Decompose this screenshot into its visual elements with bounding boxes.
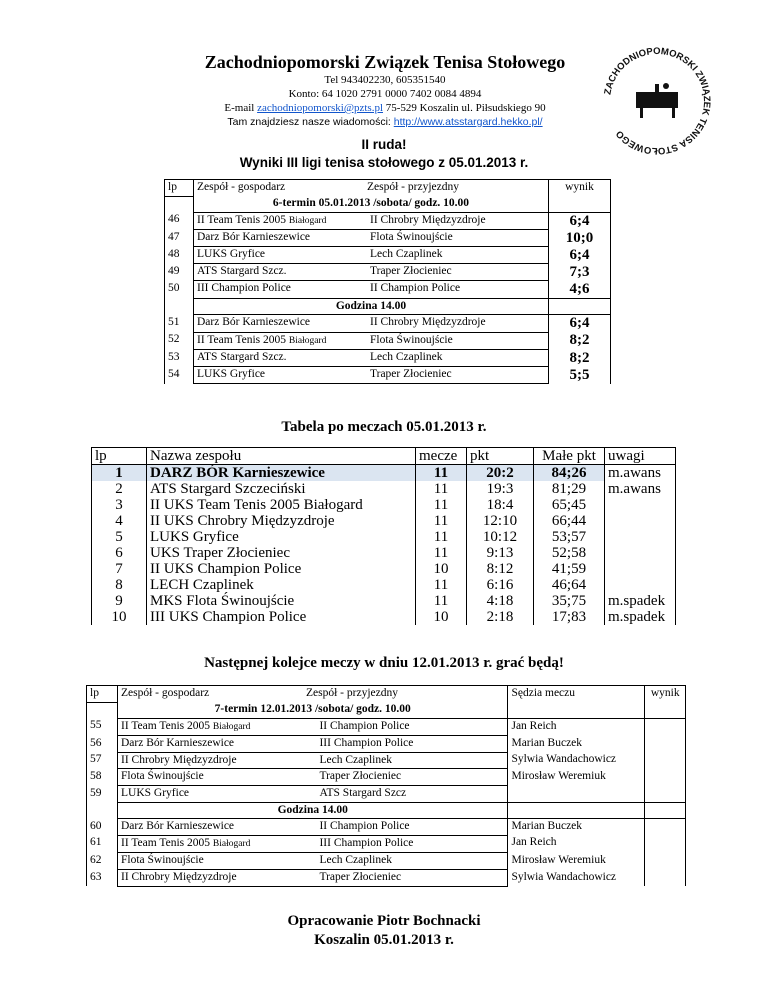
standings-row	[92, 545, 676, 561]
small-points: 66;44	[534, 513, 605, 529]
home-team-name: III Champion Police	[197, 282, 291, 294]
result-row	[165, 247, 611, 264]
notes	[605, 545, 676, 561]
home-team-name: II Team Tenis 2005	[197, 333, 286, 346]
notes: m.spadek	[605, 609, 676, 625]
home-team	[194, 350, 368, 367]
match-number: 61	[87, 835, 118, 853]
notes	[605, 529, 676, 545]
away-team: II Chrobry Międzyzdroje	[367, 212, 549, 230]
match-number: 55	[87, 718, 118, 736]
home-team-name: Darz Bór Karnieszewice	[197, 231, 311, 243]
referee: Marian Buczek	[508, 736, 645, 753]
home-team	[118, 718, 317, 736]
team-name: UKS Traper Złocieniec	[147, 545, 416, 561]
result-row	[165, 332, 611, 350]
home-team-name: Flota Świnoujście	[121, 854, 204, 867]
fixture-row	[87, 752, 686, 769]
match-number: 56	[87, 736, 118, 753]
home-team-name: II Team Tenis 2005	[121, 836, 210, 849]
away-team: III Champion Police	[316, 835, 508, 853]
fixture-result	[645, 819, 686, 836]
team-name: III UKS Champion Police	[147, 609, 416, 625]
home-team	[118, 736, 317, 753]
home-team-name: LUKS Gryfice	[121, 787, 190, 800]
match-number: 62	[87, 853, 118, 870]
small-points: 17;83	[534, 609, 605, 625]
standings-row	[92, 593, 676, 609]
session-title: 6-termin 05.01.2013 /sobota/ godz. 10.00	[194, 196, 549, 212]
org-contact	[150, 73, 620, 129]
result-row	[165, 315, 611, 333]
home-team	[118, 752, 317, 769]
home-team	[194, 281, 368, 299]
header-lp: lp	[92, 448, 147, 465]
notes: m.awans	[605, 465, 676, 482]
footer-author: Opracowanie Piotr Bochnacki	[287, 913, 481, 929]
matches-played: 11	[416, 481, 467, 497]
match-number: 46	[165, 212, 194, 230]
home-team-name: LUKS Gryfice	[197, 368, 266, 380]
match-result: 4;6	[549, 281, 611, 299]
match-result: 6;4	[549, 212, 611, 230]
fixture-result	[645, 835, 686, 853]
standings-row	[92, 529, 676, 545]
referee: Marian Buczek	[508, 819, 645, 836]
match-number: 49	[165, 264, 194, 281]
header-points: pkt	[467, 448, 534, 465]
results-header-row	[165, 180, 611, 197]
session-title: Godzina 14.00	[118, 802, 508, 819]
away-team: Traper Złocieniec	[316, 870, 508, 887]
header-lp: lp	[165, 180, 194, 197]
header-result: wynik	[645, 686, 686, 719]
match-number: 60	[87, 819, 118, 836]
matches-played: 11	[416, 545, 467, 561]
points: 2:18	[467, 609, 534, 625]
fixture-row	[87, 819, 686, 836]
referee: Jan Reich	[508, 718, 645, 736]
result-row	[165, 264, 611, 281]
table-leg-icon	[672, 108, 675, 118]
fixture-result	[645, 752, 686, 769]
matches-played: 10	[416, 561, 467, 577]
away-team: Lech Czaplinek	[316, 853, 508, 870]
position: 8	[92, 577, 147, 593]
team-name: ATS Stargard Szczeciński	[147, 481, 416, 497]
home-team	[194, 212, 368, 230]
fixture-result	[645, 870, 686, 887]
position: 4	[92, 513, 147, 529]
small-points: 53;57	[534, 529, 605, 545]
fixture-row	[87, 786, 686, 803]
match-number: 54	[165, 367, 194, 384]
standings-row	[92, 561, 676, 577]
org-address: 75-529 Koszalin ul. Piłsudskiego 90	[385, 102, 546, 114]
team-name: II UKS Champion Police	[147, 561, 416, 577]
next-table	[86, 685, 686, 887]
fixture-row	[87, 870, 686, 887]
matches-played: 10	[416, 609, 467, 625]
fixture-result	[645, 718, 686, 736]
email-label: E-mail	[224, 102, 255, 114]
matches-played: 11	[416, 577, 467, 593]
points: 10:12	[467, 529, 534, 545]
away-team: Lech Czaplinek	[367, 350, 549, 367]
away-team: II Champion Police	[367, 281, 549, 299]
home-team-name: II Chrobry Międzyzdroje	[121, 753, 237, 766]
match-result: 5;5	[549, 367, 611, 384]
referee: Mirosław Weremiuk	[508, 853, 645, 870]
away-team: II Champion Police	[316, 718, 508, 736]
matches-played: 11	[416, 593, 467, 609]
fixture-row	[87, 736, 686, 753]
result-row	[165, 350, 611, 367]
small-points: 81;29	[534, 481, 605, 497]
home-team	[118, 769, 317, 786]
home-team	[118, 870, 317, 887]
matches-played: 11	[416, 513, 467, 529]
match-result: 8;2	[549, 350, 611, 367]
small-points: 84;26	[534, 465, 605, 482]
team-name: MKS Flota Świnoujście	[147, 593, 416, 609]
points: 18:4	[467, 497, 534, 513]
matches-played: 11	[416, 465, 467, 482]
home-team-name: Darz Bór Karnieszewice	[121, 820, 235, 833]
fixture-row	[87, 835, 686, 853]
away-team: Lech Czaplinek	[316, 752, 508, 769]
home-team-name: II Team Tenis 2005	[121, 719, 210, 732]
standings-header-row	[92, 448, 676, 465]
position: 7	[92, 561, 147, 577]
header-small-points: Małe pkt	[534, 448, 605, 465]
table-leg-icon	[640, 108, 643, 118]
header-away: Zespół - przyjezdny	[367, 181, 459, 193]
away-team: II Champion Police	[316, 819, 508, 836]
away-team: Traper Złocieniec	[367, 264, 549, 281]
team-name: II UKS Chrobry Międzyzdroje	[147, 513, 416, 529]
team-name: DARZ BÓR Karnieszewice	[147, 465, 416, 482]
small-points: 41;59	[534, 561, 605, 577]
fixture-result	[645, 786, 686, 803]
notes	[605, 561, 676, 577]
referee: Sylwia Wandachowicz	[508, 870, 645, 887]
away-team: Flota Świnoujście	[367, 230, 549, 247]
home-team	[118, 853, 317, 870]
header-matches: mecze	[416, 448, 467, 465]
home-team-name: II Chrobry Międzyzdroje	[121, 871, 237, 884]
match-number: 63	[87, 870, 118, 887]
result-row	[165, 212, 611, 230]
position: 2	[92, 481, 147, 497]
home-team	[194, 315, 368, 333]
away-team: Lech Czaplinek	[367, 247, 549, 264]
position: 5	[92, 529, 147, 545]
result-row	[165, 230, 611, 247]
points: 12:10	[467, 513, 534, 529]
home-team	[194, 247, 368, 264]
position: 6	[92, 545, 147, 561]
notes	[605, 513, 676, 529]
standings-row	[92, 481, 676, 497]
position: 3	[92, 497, 147, 513]
position: 9	[92, 593, 147, 609]
result-row	[165, 367, 611, 384]
fixture-result	[645, 736, 686, 753]
small-points: 35;75	[534, 593, 605, 609]
results-table	[164, 179, 611, 384]
match-result: 8;2	[549, 332, 611, 350]
team-name: II UKS Team Tenis 2005 Białogard	[147, 497, 416, 513]
standings-title: Tabela po meczach 05.01.2013 r.	[281, 419, 487, 435]
referee	[508, 786, 645, 803]
points: 8:12	[467, 561, 534, 577]
home-team	[118, 786, 317, 803]
standings-row	[92, 577, 676, 593]
standings-table	[91, 447, 676, 625]
home-team	[118, 819, 317, 836]
match-result: 6;4	[549, 247, 611, 264]
home-team-city: Białogard	[288, 215, 327, 226]
match-number: 47	[165, 230, 194, 247]
stamp-text: ZACHODNIOPOMORSKI ZWIĄZEK TENISA STOŁOWEGO	[602, 45, 713, 157]
match-number: 51	[165, 315, 194, 333]
fixture-result	[645, 853, 686, 870]
header-home: Zespół - gospodarz	[197, 181, 286, 193]
header-home: Zespół - gospodarz	[121, 687, 210, 699]
position: 1	[92, 465, 147, 482]
away-team: III Champion Police	[316, 736, 508, 753]
more-info-text: Tam znajdziesz nasze wiadomości:	[227, 116, 391, 128]
org-phone: Tel 943402230, 605351540	[324, 74, 446, 86]
header-away: Zespół - przyjezdny	[306, 687, 398, 699]
points: 9:13	[467, 545, 534, 561]
header-referee: Sędzia meczu	[508, 686, 645, 719]
small-points: 65;45	[534, 497, 605, 513]
points: 20:2	[467, 465, 534, 482]
header-teams	[118, 686, 508, 703]
points: 19:3	[467, 481, 534, 497]
home-team-city: Białogard	[288, 335, 327, 346]
points: 6:16	[467, 577, 534, 593]
website-link[interactable]: http://www.atsstargard.hekko.pl/	[393, 116, 543, 128]
result-row	[165, 281, 611, 299]
org-email-line	[150, 101, 620, 115]
match-number: 52	[165, 332, 194, 350]
standings-row	[92, 497, 676, 513]
next-header-row	[87, 686, 686, 703]
standings-row	[92, 465, 676, 482]
standings-row	[92, 513, 676, 529]
small-points: 52;58	[534, 545, 605, 561]
next-title: Następnej kolejce meczy w dniu 12.01.2013 r. grać będą!	[204, 655, 564, 671]
referee: Jan Reich	[508, 835, 645, 853]
ball-icon	[663, 83, 669, 89]
home-team	[118, 835, 317, 853]
match-result: 6;4	[549, 315, 611, 333]
home-team-name: LUKS Gryfice	[197, 248, 266, 260]
footer	[0, 912, 768, 950]
away-team: Traper Złocieniec	[316, 769, 508, 786]
matches-played: 11	[416, 497, 467, 513]
net-icon	[655, 84, 659, 92]
team-name: LECH Czaplinek	[147, 577, 416, 593]
fixture-row	[87, 853, 686, 870]
away-team: Traper Złocieniec	[367, 367, 549, 384]
home-team-city: Białogard	[212, 721, 251, 732]
match-number: 53	[165, 350, 194, 367]
home-team	[194, 264, 368, 281]
match-number: 48	[165, 247, 194, 264]
referee: Mirosław Weremiuk	[508, 769, 645, 786]
matches-played: 11	[416, 529, 467, 545]
session-title: Godzina 14.00	[194, 298, 549, 315]
home-team-name: Darz Bór Karnieszewice	[121, 737, 235, 750]
more-info-line	[150, 115, 620, 129]
match-number: 58	[87, 769, 118, 786]
home-team	[194, 367, 368, 384]
home-team-name: II Team Tenis 2005	[197, 213, 286, 226]
position: 10	[92, 609, 147, 625]
header-team: Nazwa zespołu	[147, 448, 416, 465]
notes	[605, 497, 676, 513]
away-team: ATS Stargard Szcz	[316, 786, 508, 803]
header-notes: uwagi	[605, 448, 676, 465]
home-team-city: Białogard	[212, 838, 251, 849]
home-team-name: ATS Stargard Szcz.	[197, 265, 287, 277]
away-team: II Chrobry Międzyzdroje	[367, 315, 549, 333]
match-result: 10;0	[549, 230, 611, 247]
match-number: 59	[87, 786, 118, 803]
email-link[interactable]: zachodniopomorski@pzts.pl	[257, 102, 384, 114]
results-title: Wyniki III ligi tenisa stołowego z 05.01.2013 r.	[239, 155, 529, 170]
fixture-row	[87, 769, 686, 786]
standings-row	[92, 609, 676, 625]
home-team	[194, 230, 368, 247]
home-team	[194, 332, 368, 350]
header-teams	[194, 180, 549, 197]
home-team-name: Flota Świnoujście	[121, 770, 204, 783]
notes: m.spadek	[605, 593, 676, 609]
home-team-name: ATS Stargard Szcz.	[197, 351, 287, 363]
session-title: 7-termin 12.01.2013 /sobota/ godz. 10.00	[118, 702, 508, 718]
notes: m.awans	[605, 481, 676, 497]
table-tennis-table-icon	[636, 92, 678, 108]
fixture-row	[87, 718, 686, 736]
footer-place-date: Koszalin 05.01.2013 r.	[314, 932, 454, 948]
org-name: Zachodniopomorski Związek Tenisa Stołowego	[204, 52, 566, 72]
notes	[605, 577, 676, 593]
home-team-name: Darz Bór Karnieszewice	[197, 316, 311, 328]
referee: Sylwia Wandachowicz	[508, 752, 645, 769]
match-result: 7;3	[549, 264, 611, 281]
fixture-result	[645, 769, 686, 786]
header-result: wynik	[549, 180, 611, 213]
small-points: 46;64	[534, 577, 605, 593]
match-number: 50	[165, 281, 194, 299]
away-team: Flota Świnoujście	[367, 332, 549, 350]
points: 4:18	[467, 593, 534, 609]
org-account: Konto: 64 1020 2791 0000 7402 0084 4894	[288, 88, 482, 100]
match-number: 57	[87, 752, 118, 769]
header-lp: lp	[87, 686, 118, 703]
team-name: LUKS Gryfice	[147, 529, 416, 545]
round-title: II ruda!	[361, 137, 407, 152]
